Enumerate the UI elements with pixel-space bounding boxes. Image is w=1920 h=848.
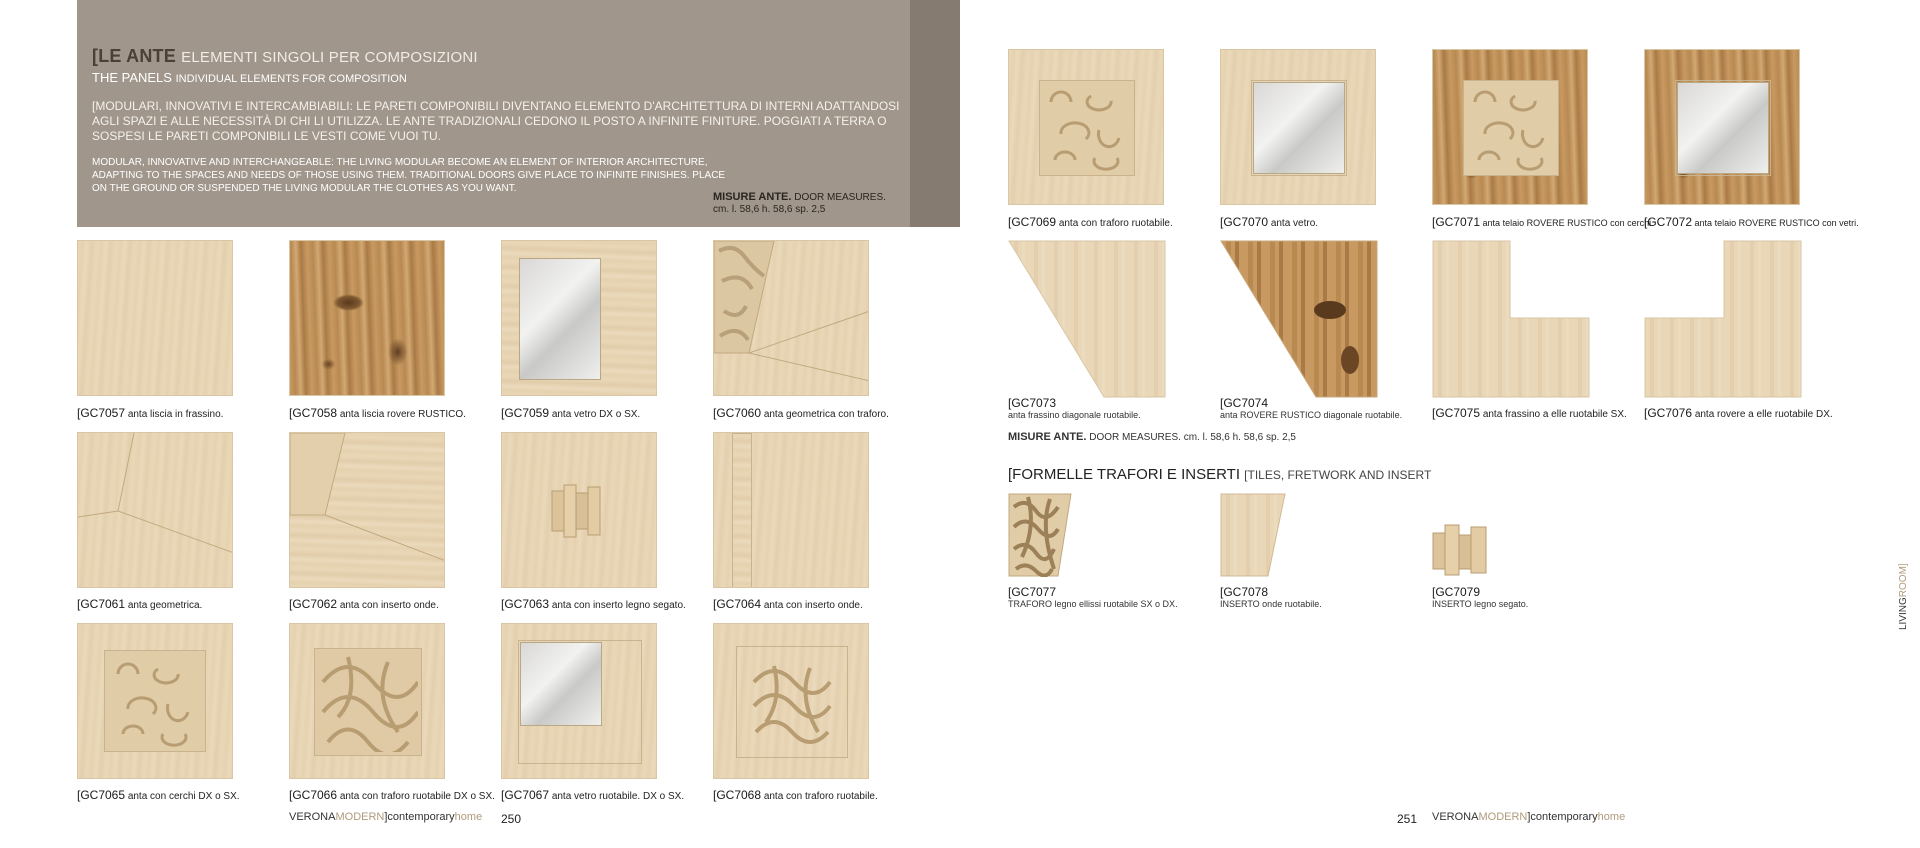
product-caption: [GC7060 anta geometrica con traforo. xyxy=(713,406,889,420)
page-title: [LE ANTE ELEMENTI SINGOLI PER COMPOSIZIONI xyxy=(92,46,478,66)
side-section-label: LIVINGROOM] xyxy=(1898,563,1909,630)
product-image-gc7057 xyxy=(77,240,233,396)
footer-brand-right: VERONAMODERN]contemporaryhome xyxy=(1432,811,1626,823)
product-caption: [GC7070 anta vetro. xyxy=(1220,215,1319,229)
product-image-gc7059 xyxy=(501,240,657,396)
product-image-gc7058 xyxy=(289,240,445,396)
product-caption: [GC7073 anta frassino diagonale ruotabile. xyxy=(1008,396,1141,420)
geometric-fretwork-icon xyxy=(714,241,869,396)
page-subtitle: THE PANELS INDIVIDUAL ELEMENTS FOR COMPOSITION xyxy=(92,70,407,85)
product-image-gc7069 xyxy=(1008,49,1164,205)
product-caption: [GC7079 INSERTO legno segato. xyxy=(1432,585,1529,609)
glass-panel xyxy=(1677,82,1769,174)
product-caption: [GC7067 anta vetro ruotabile. DX o SX. xyxy=(501,788,685,802)
wave-strip xyxy=(732,433,752,588)
product-caption: [GC7059 anta vetro DX o SX. xyxy=(501,406,641,420)
header-banner-edge xyxy=(910,0,960,227)
product-image-gc7065 xyxy=(77,623,233,779)
product-image-gc7071 xyxy=(1432,49,1588,205)
product-image-gc7063 xyxy=(501,432,657,588)
product-caption: [GC7076 anta rovere a elle ruotabile DX. xyxy=(1644,406,1833,420)
product-image-gc7060 xyxy=(713,240,869,396)
product-image-gc7070 xyxy=(1220,49,1376,205)
product-caption: [GC7069 anta con traforo ruotabile. xyxy=(1008,215,1173,229)
product-image-gc7076 xyxy=(1644,240,1802,398)
product-caption: [GC7062 anta con inserto onde. xyxy=(289,597,439,611)
product-caption: [GC7063 anta con inserto legno segato. xyxy=(501,597,686,611)
product-image-gc7074 xyxy=(1220,240,1378,398)
product-caption: [GC7065 anta con cerchi DX o SX. xyxy=(77,788,240,802)
product-caption: [GC7066 anta con traforo ruotabile DX o SX. xyxy=(289,788,495,802)
circles-fretwork-icon xyxy=(108,654,202,748)
product-image-gc7068 xyxy=(713,623,869,779)
page-number-right: 251 xyxy=(1397,812,1418,826)
footer-brand-left: VERONAMODERN]contemporaryhome xyxy=(289,811,483,823)
glass-panel xyxy=(519,258,601,380)
wave-insert-icon xyxy=(290,433,445,588)
product-image-gc7066 xyxy=(289,623,445,779)
insert-image-gc7078 xyxy=(1220,493,1286,577)
insert-image-gc7079 xyxy=(1432,523,1488,577)
product-caption: [GC7074 anta ROVERE RUSTICO diagonale ruotabile. xyxy=(1220,396,1403,420)
circles-fretwork-icon xyxy=(1043,84,1131,172)
product-image-gc7067 xyxy=(501,623,657,779)
sawn-wood-insert-icon xyxy=(502,433,657,588)
intro-english: MODULAR, INNOVATIVE AND INTERCHANGEABLE: THE LIVING MODULAR BECOME AN ELEMENT OF INTERIOR ARCHITECTURE, ADAPTING TO THE SPACES AND NEEDS OF THOSE USING THEM. TRADITIONAL DOORS GIVE PLACE TO INFINITE FINISHES. PLACE ON THE GROUND OR SUSPENDED THE LIVING MODULAR THE CLOTHES AS YOU WANT. xyxy=(92,157,726,194)
product-caption: [GC7057 anta liscia in frassino. xyxy=(77,406,224,420)
glass-panel xyxy=(1253,82,1345,174)
product-caption: [GC7075 anta frassino a elle ruotabile SX. xyxy=(1432,406,1627,420)
circles-fretwork-icon xyxy=(1467,84,1555,172)
glass-panel xyxy=(520,642,602,726)
product-caption: [GC7061 anta geometrica. xyxy=(77,597,203,611)
intro-italian: [MODULARI, INNOVATIVI E INTERCAMBIABILI: LE PARETI COMPONIBILI DIVENTANO ELEMENTO D'ARCHITETTURA DI INTERNI ADATTANDOSI AGLI SPAZI E ALLE NECESSITÀ DI CHI LI UTILIZZA. LE ANTE TRADIZIONALI CEDONO IL POSTO A INFINITE FINITURE. POGGIATI A TERRA O SOSPESI LE PARETI COMPONIBILI LE VESTI COME VUOI TU. xyxy=(92,99,900,143)
product-image-gc7075 xyxy=(1432,240,1590,398)
product-caption: [GC7058 anta liscia rovere RUSTICO. xyxy=(289,406,466,420)
section-title: [FORMELLE TRAFORI E INSERTI [TILES, FRETWORK AND INSERT xyxy=(1008,466,1432,483)
door-measures: MISURE ANTE. DOOR MEASURES. cm. l. 58,6 h. 58,6 sp. 2,5 xyxy=(713,191,886,215)
product-image-gc7073 xyxy=(1008,240,1166,398)
door-measures-right: MISURE ANTE. DOOR MEASURES. cm. l. 58,6 h. 58,6 sp. 2,5 xyxy=(1008,431,1296,443)
product-image-gc7061 xyxy=(77,432,233,588)
product-caption: [GC7064 anta con inserto onde. xyxy=(713,597,863,611)
product-caption: [GC7068 anta con traforo ruotabile. xyxy=(713,788,878,802)
product-image-gc7072 xyxy=(1644,49,1800,205)
product-caption: [GC7078 INSERTO onde ruotabile. xyxy=(1220,585,1322,609)
insert-image-gc7077 xyxy=(1008,493,1072,577)
fretwork-icon xyxy=(318,652,418,752)
product-caption: [GC7072 anta telaio ROVERE RUSTICO con vetri. xyxy=(1644,215,1859,229)
geometric-panel-icon xyxy=(78,433,233,588)
page-number-left: 250 xyxy=(501,812,522,826)
fretwork-icon xyxy=(750,662,834,746)
product-image-gc7062 xyxy=(289,432,445,588)
product-image-gc7064 xyxy=(713,432,869,588)
product-caption: [GC7071 anta telaio ROVERE RUSTICO con cerchi. xyxy=(1432,215,1654,229)
product-caption: [GC7077 TRAFORO legno ellissi ruotabile SX o DX. xyxy=(1008,585,1178,609)
